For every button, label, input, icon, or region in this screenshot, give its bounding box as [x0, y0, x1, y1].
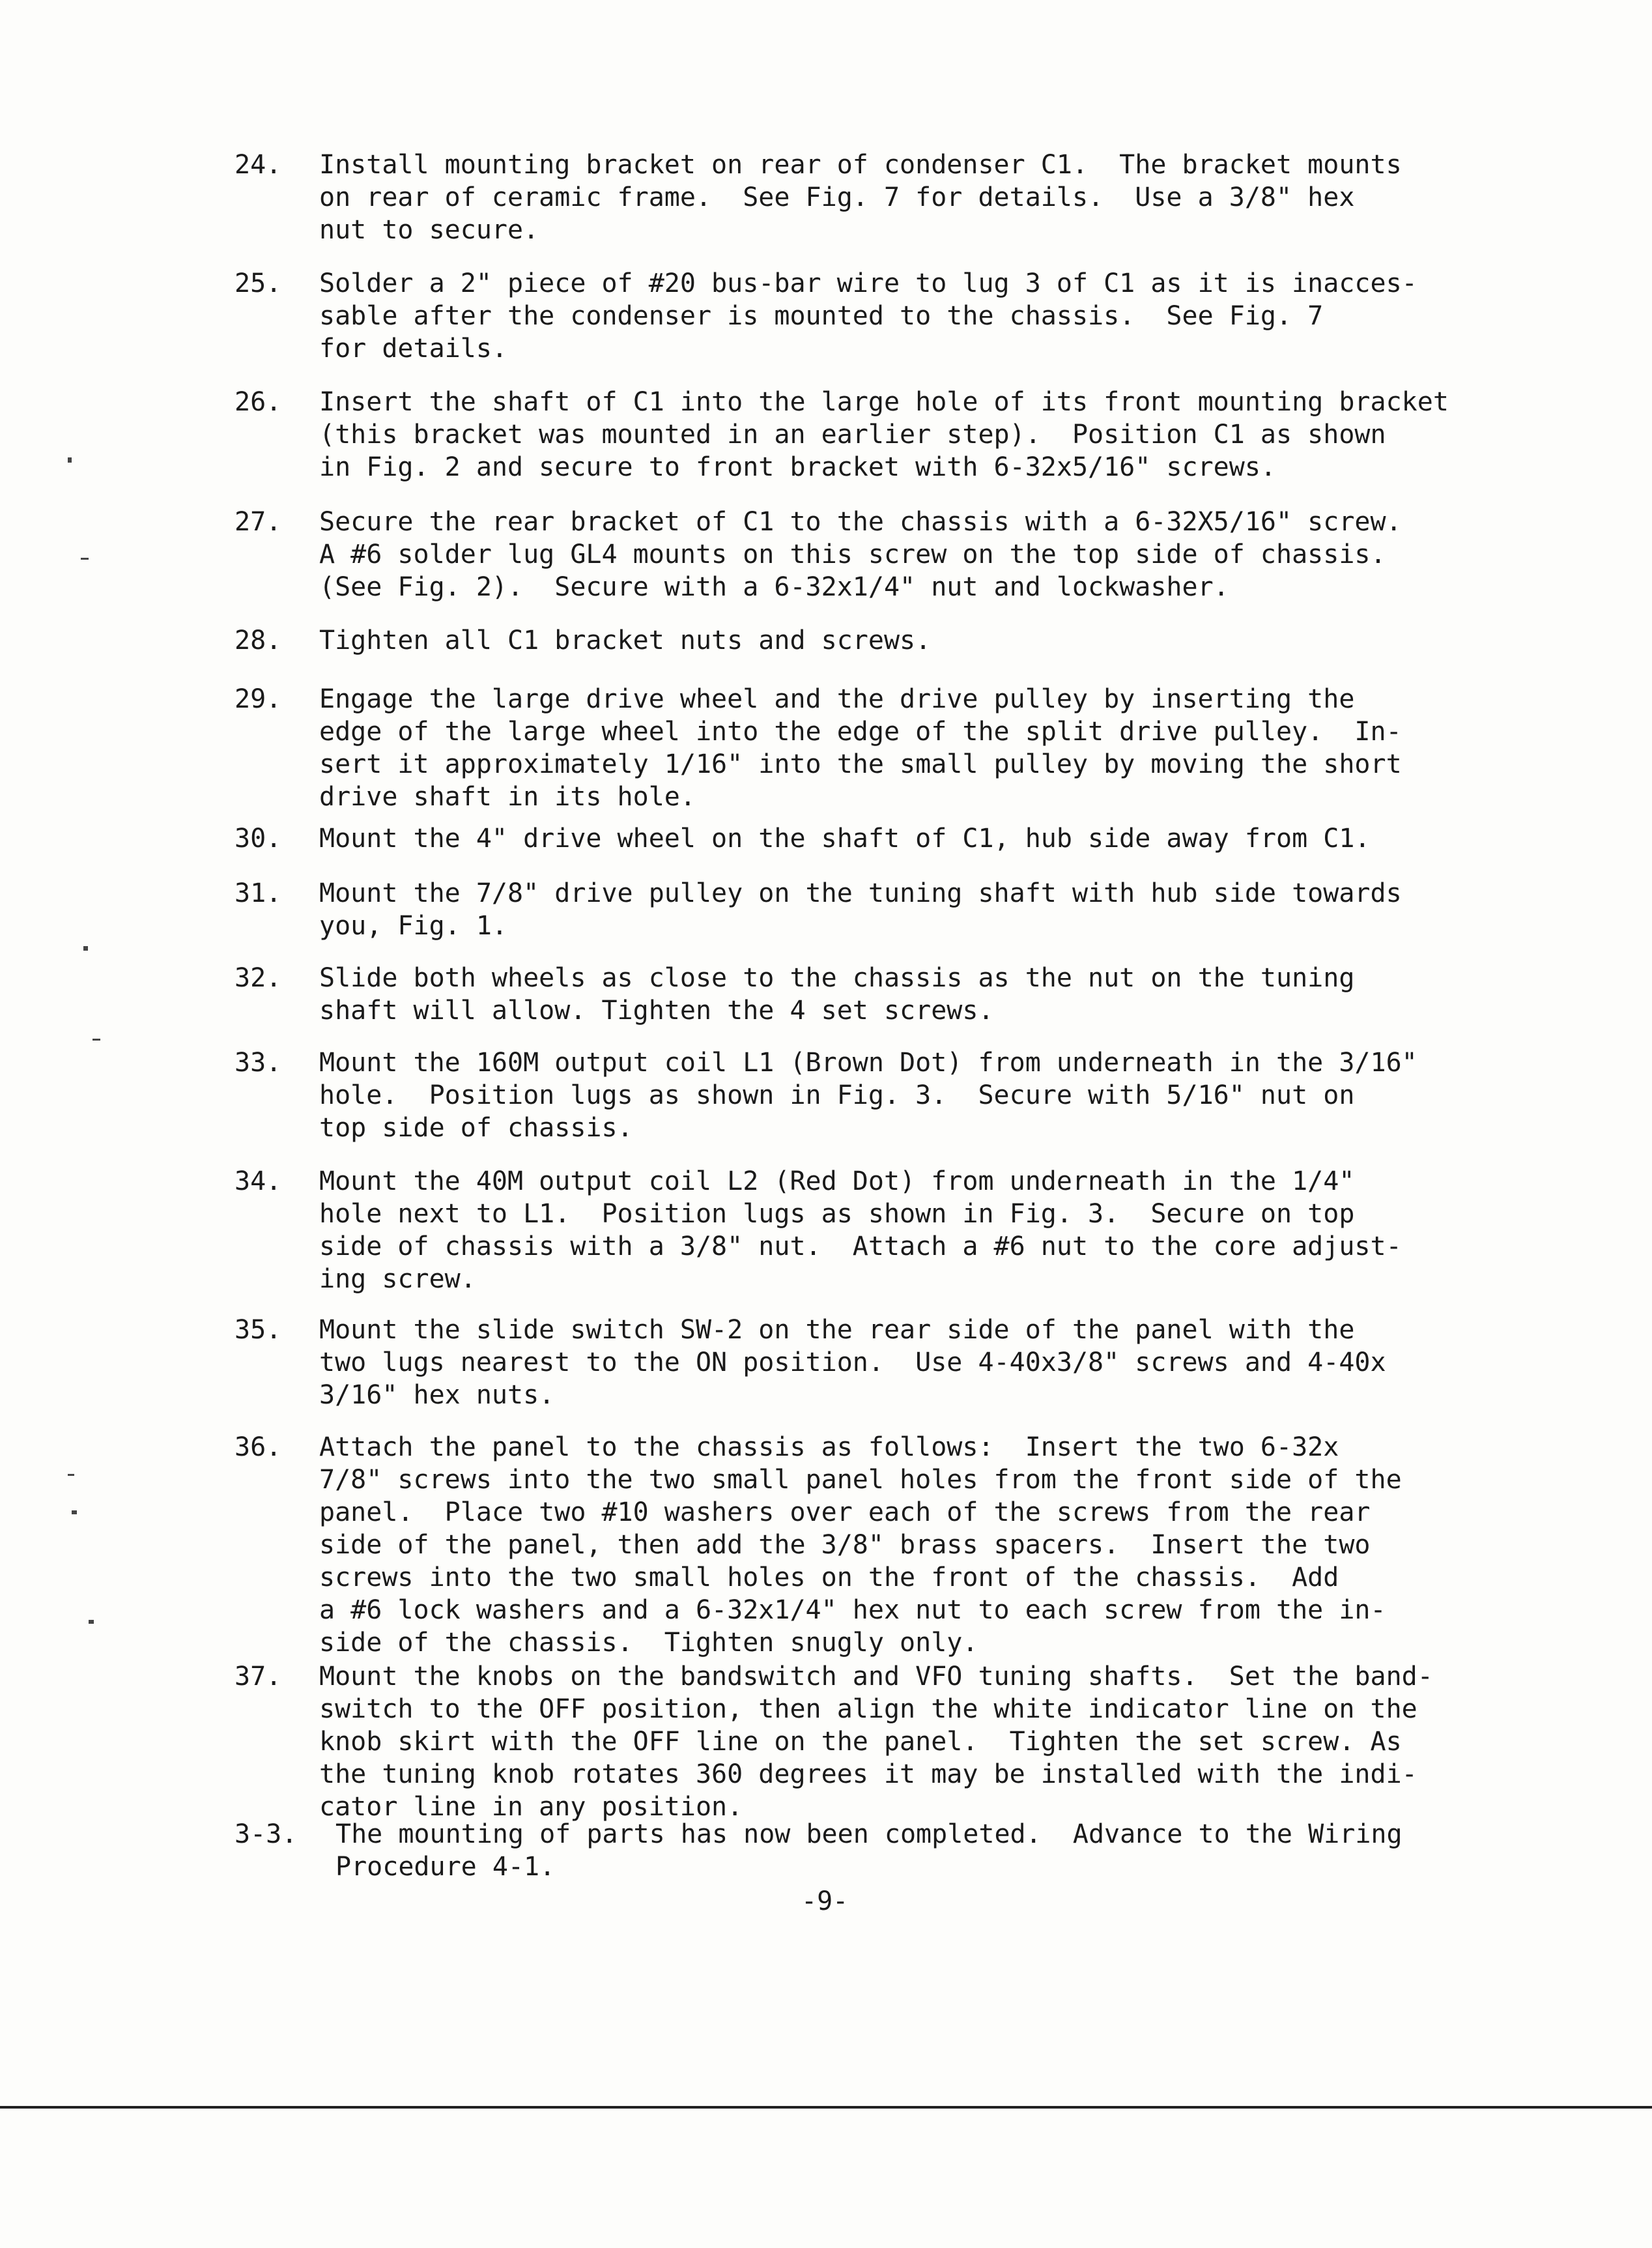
step-number: 35. [235, 1315, 282, 1345]
step-number: 37. [235, 1662, 282, 1692]
step-text [319, 1314, 1531, 1411]
step-line: sable after the condenser is mounted to the chassis. See Fig. 7 [319, 301, 1324, 331]
step-text [319, 386, 1531, 483]
step-number: 34. [235, 1166, 282, 1196]
step-number: 3-3. [235, 1819, 298, 1849]
step-line: for details. [319, 334, 507, 364]
step-line: side of chassis with a 3/8" nut. Attach a #6 nut to the core adjust- [319, 1232, 1402, 1261]
step-line: switch to the OFF position, then align the white indicator line on the [319, 1694, 1417, 1724]
step-text [319, 1660, 1531, 1823]
step-text [319, 1046, 1531, 1144]
step-line: Tighten all C1 bracket nuts and screws. [319, 626, 932, 656]
step-line: drive shaft in its hole. [319, 782, 696, 812]
step-line: sert it approximately 1/16" into the small pulley by moving the short [319, 749, 1402, 779]
step-line: a #6 lock washers and a 6-32x1/4" hex nut to each screw from the in- [319, 1595, 1386, 1625]
step-number: 30. [235, 824, 282, 854]
step-text [319, 1431, 1531, 1659]
step-text [319, 877, 1531, 942]
step-line: panel. Place two #10 washers over each of the screws from the rear [319, 1497, 1371, 1527]
step-text [319, 962, 1531, 1027]
step-line: Install mounting bracket on rear of condenser C1. The bracket mounts [319, 150, 1402, 180]
step-line: The mounting of parts has now been completed. Advance to the Wiring [335, 1819, 1403, 1849]
step-line: A #6 solder lug GL4 mounts on this screw on the top side of chassis. [319, 540, 1386, 569]
step-line: Mount the 7/8" drive pulley on the tuning shaft with hub side towards [319, 878, 1402, 908]
step-line: the tuning knob rotates 360 degrees it may be installed with the indi- [319, 1759, 1417, 1789]
scan-speck [89, 1620, 94, 1624]
step-line: top side of chassis. [319, 1113, 633, 1143]
step-number: 26. [235, 387, 282, 417]
step-text [319, 1165, 1531, 1295]
step-line: you, Fig. 1. [319, 911, 507, 941]
step-number: 32. [235, 963, 282, 993]
step-text [319, 822, 1531, 855]
step-line: two lugs nearest to the ON position. Use 4-40x3/8" screws and 4-40x [319, 1347, 1386, 1377]
step-number: 28. [235, 626, 282, 656]
step-line: side of the panel, then add the 3/8" brass spacers. Insert the two [319, 1530, 1371, 1560]
step-text [319, 506, 1531, 603]
step-line: hole next to L1. Position lugs as shown in Fig. 3. Secure on top [319, 1199, 1355, 1229]
step-text [319, 149, 1531, 246]
scan-speck [83, 946, 88, 951]
step-text [319, 624, 1531, 657]
step-number: 27. [235, 507, 282, 537]
step-text [335, 1818, 1547, 1883]
step-line: Procedure 4-1. [335, 1852, 556, 1882]
step-line: Secure the rear bracket of C1 to the chassis with a 6-32X5/16" screw. [319, 507, 1402, 537]
step-number: 24. [235, 150, 282, 180]
step-line: Mount the 4" drive wheel on the shaft of C1, hub side away from C1. [319, 824, 1371, 854]
scan-speck [68, 1474, 74, 1476]
page-number: -9- [801, 1886, 849, 1916]
step-line: Mount the 160M output coil L1 (Brown Dot) from underneath in the 3/16" [319, 1048, 1417, 1078]
step-line: knob skirt with the OFF line on the panel. Tighten the set screw. As [319, 1727, 1402, 1757]
step-line: screws into the two small holes on the front of the chassis. Add [319, 1563, 1339, 1592]
step-line: edge of the large wheel into the edge of the split drive pulley. In- [319, 717, 1402, 747]
step-line: hole. Position lugs as shown in Fig. 3. Secure with 5/16" nut on [319, 1080, 1355, 1110]
step-line: shaft will allow. Tighten the 4 set screws. [319, 996, 994, 1026]
step-line: Slide both wheels as close to the chassis as the nut on the tuning [319, 963, 1355, 993]
step-line: (this bracket was mounted in an earlier step). Position C1 as shown [319, 420, 1386, 450]
step-number: 25. [235, 268, 282, 298]
step-line: cator line in any position. [319, 1792, 743, 1822]
step-line: Mount the slide switch SW-2 on the rear side of the panel with the [319, 1315, 1355, 1345]
scan-speck [81, 558, 89, 560]
step-line: nut to secure. [319, 215, 539, 245]
scan-speck [68, 457, 72, 463]
step-line: on rear of ceramic frame. See Fig. 7 for details. Use a 3/8" hex [319, 182, 1355, 212]
step-line: side of the chassis. Tighten snugly only. [319, 1628, 978, 1658]
scan-speck [93, 1039, 100, 1041]
step-line: 7/8" screws into the two small panel holes from the front side of the [319, 1465, 1402, 1495]
step-line: in Fig. 2 and secure to front bracket with 6-32x5/16" screws. [319, 452, 1277, 482]
step-line: Insert the shaft of C1 into the large hole of its front mounting bracket [319, 387, 1449, 417]
step-number: 31. [235, 878, 282, 908]
footer-rule [0, 2106, 1652, 2109]
step-line: Engage the large drive wheel and the drive pulley by inserting the [319, 684, 1355, 714]
scan-speck [72, 1510, 77, 1514]
step-line: 3/16" hex nuts. [319, 1380, 555, 1410]
step-line: ing screw. [319, 1264, 476, 1294]
step-line: Mount the 40M output coil L2 (Red Dot) from underneath in the 1/4" [319, 1166, 1355, 1196]
step-line: Attach the panel to the chassis as follows: Insert the two 6-32x [319, 1432, 1339, 1462]
step-line: Mount the knobs on the bandswitch and VFO tuning shafts. Set the band- [319, 1662, 1433, 1692]
step-line: (See Fig. 2). Secure with a 6-32x1/4" nut and lockwasher. [319, 572, 1229, 602]
step-text [319, 267, 1531, 365]
step-number: 29. [235, 684, 282, 714]
step-text [319, 683, 1531, 813]
step-number: 33. [235, 1048, 282, 1078]
step-number: 36. [235, 1432, 282, 1462]
step-line: Solder a 2" piece of #20 bus-bar wire to lug 3 of C1 as it is inacces- [319, 268, 1417, 298]
